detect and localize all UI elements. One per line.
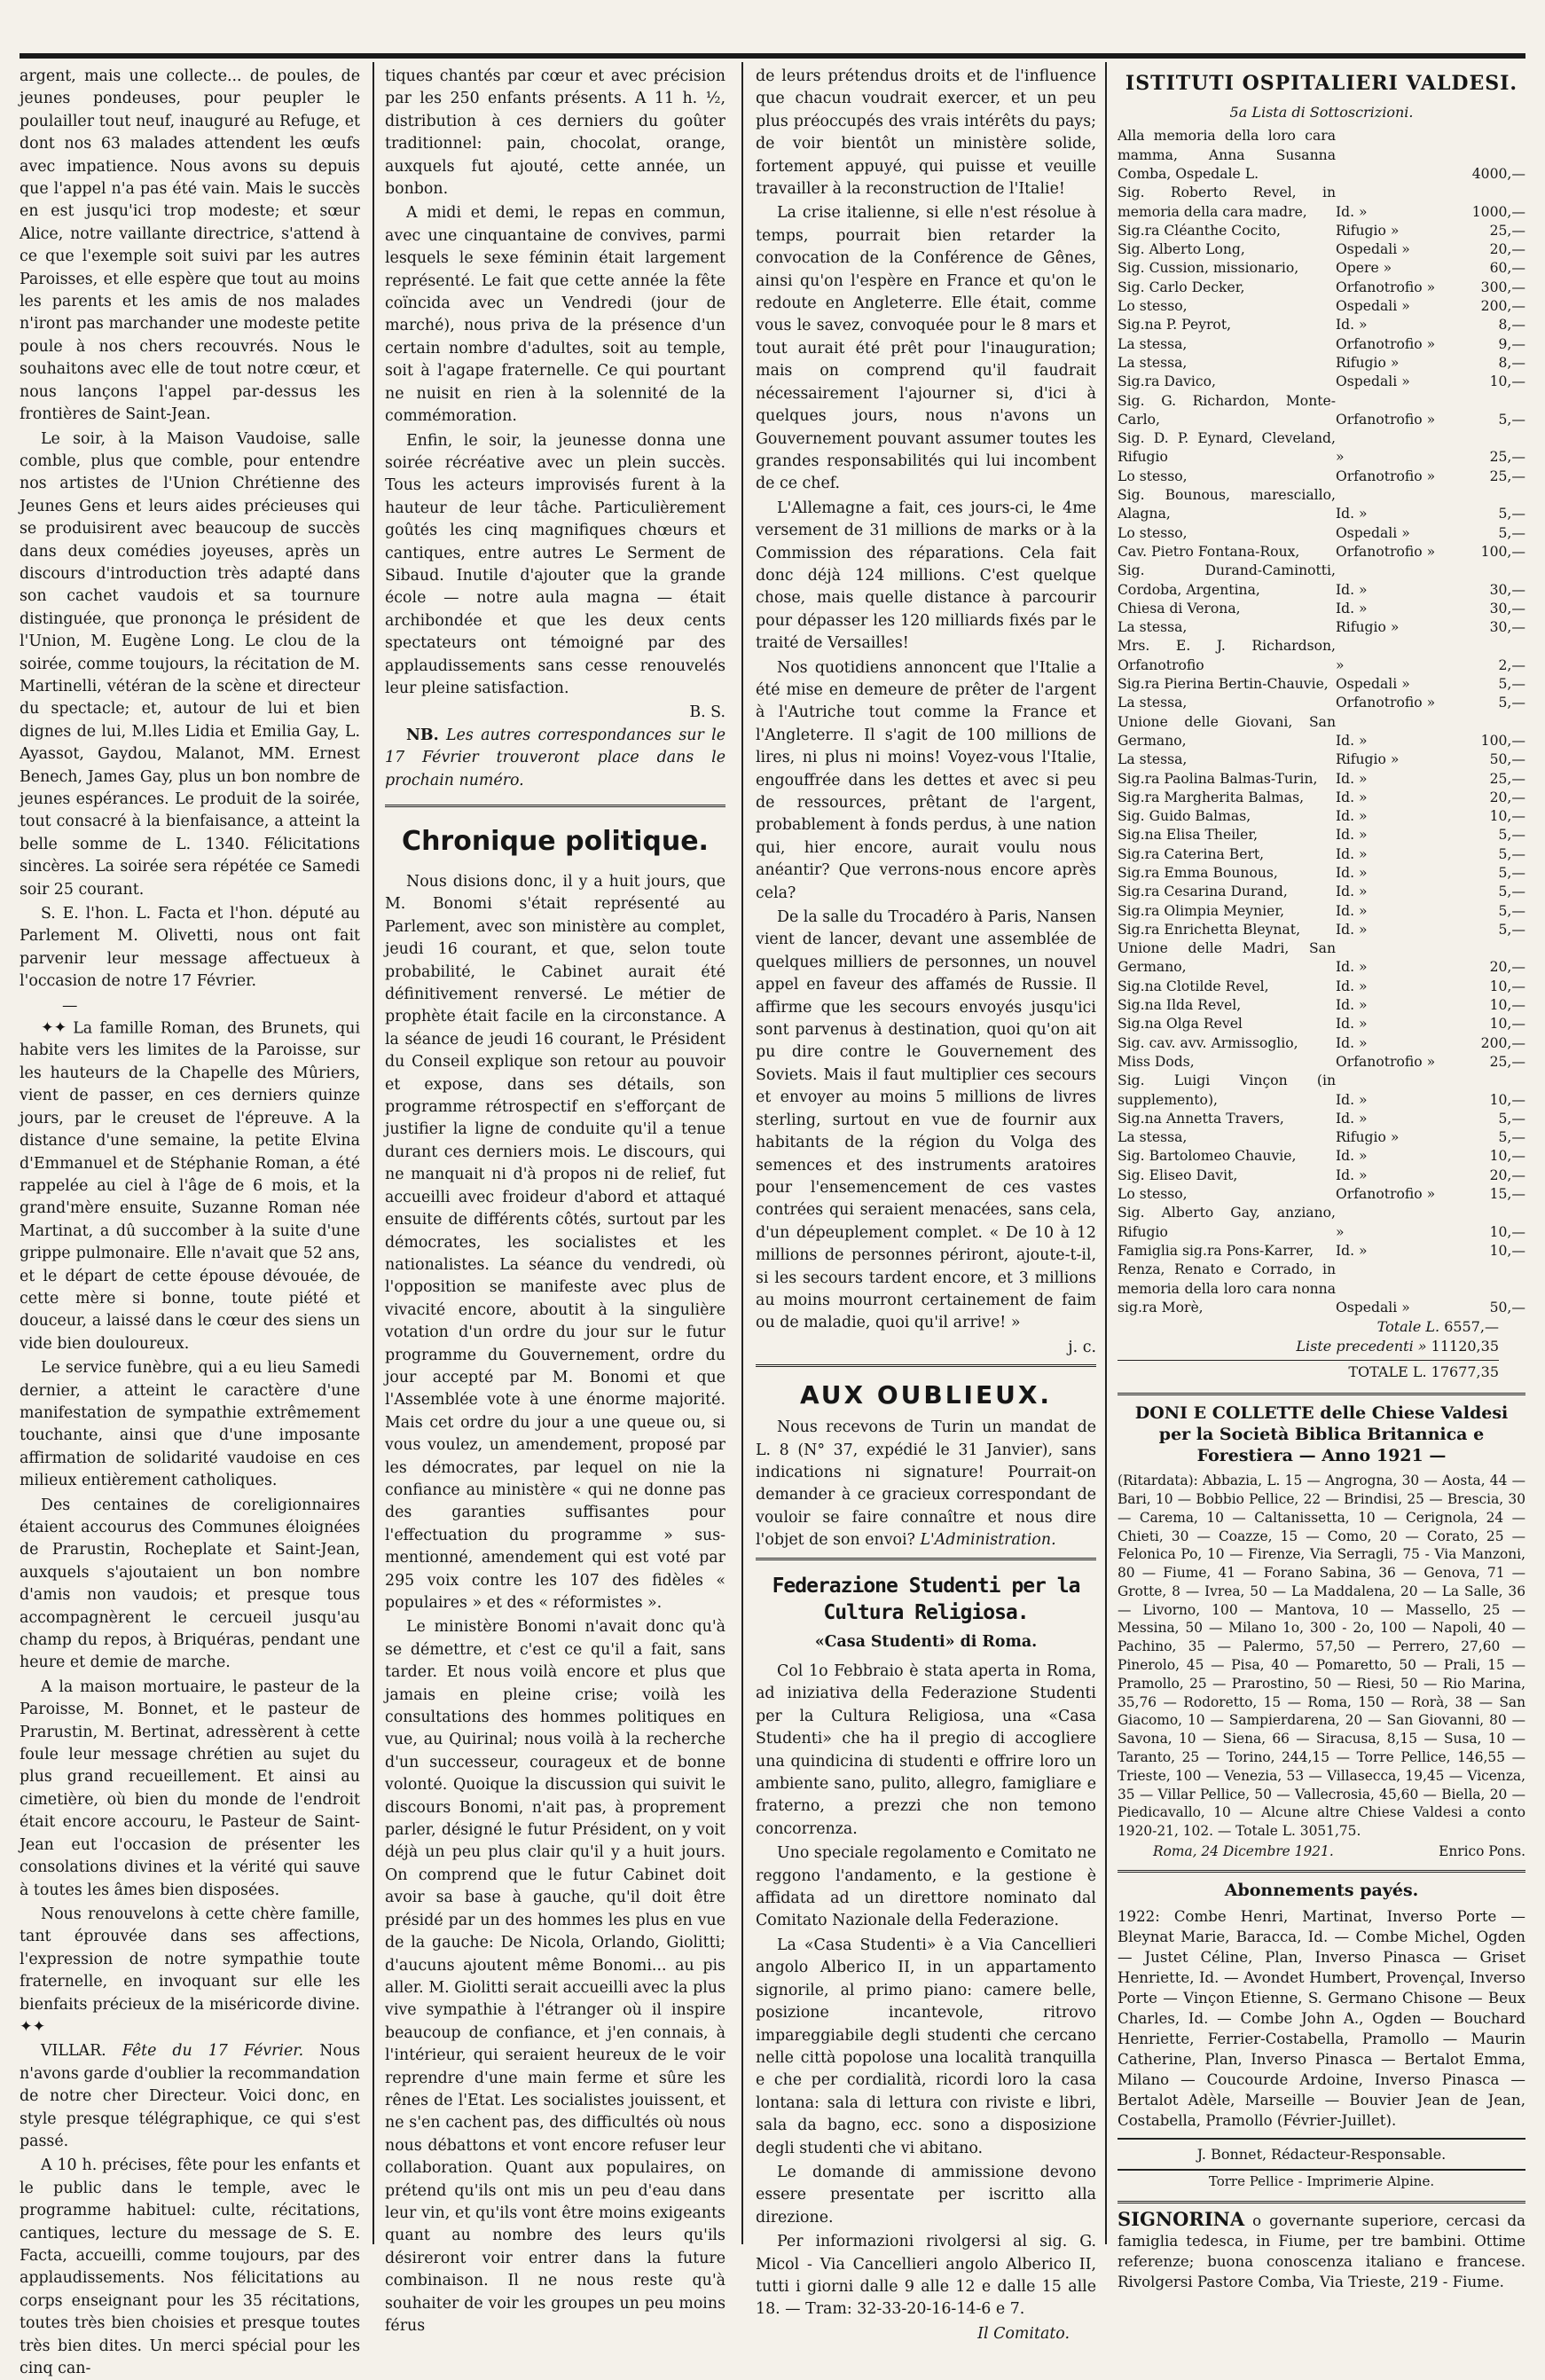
donation-row <box>1118 279 1525 297</box>
donation-amount: 30,— <box>1489 619 1525 636</box>
donor-name: Sig. Durand-Caminotti, Cordoba, Argentina, <box>1118 562 1336 598</box>
donation-row <box>1118 222 1525 240</box>
ornament-icon: ✦✦ <box>20 2017 46 2036</box>
paragraph <box>20 1904 360 2038</box>
donation-target: » <box>1336 449 1345 466</box>
donor-name: Sig. Alberto Gay, anziano, Rifugio <box>1118 1205 1336 1240</box>
paragraph <box>756 1417 1096 1551</box>
paragraph: L'Allemagne a fait, ces jours-ci, le 4me versement de 31 millions de marks or à la Commission des réparations. Cela fait donc déjà 124 millions. C'est quelque chose, mais quelle distance à parcourir pour dépasser les 120 milliards fixés par le traité de Versailles! <box>756 499 1096 653</box>
donation-amount: 20,— <box>1489 959 1525 976</box>
donation-amount: 4000,— <box>1471 166 1525 182</box>
signature: Enrico Pons. <box>1439 1843 1525 1860</box>
donor-name: Sig. Luigi Vinçon (in supplemento), <box>1118 1072 1336 1108</box>
donation-target: Id. » <box>1336 1148 1368 1165</box>
donation-row <box>1118 902 1525 921</box>
paragraph: de leurs prétendus droits et de l'influence que chacun voudrait exercer, et un peu plus préoccupés des vrais intérêts du pays; de voir bientôt un ministère solide, fortement appuyé, qui puisse et veuille travailler à la reconstruction de l'Italie! <box>756 67 1096 199</box>
donation-target: Id. » <box>1336 845 1368 862</box>
donation-row <box>1118 978 1525 996</box>
advert-body: o governante superiore, cercasi da famiglia tedesca, in Fiume, per tre bambini. Ottime referenze; buona conoscenza italiano e francese. Rivolgersi Pastore Comba, Via Trieste, 219 - Fiume. <box>1118 2211 1525 2290</box>
donation-amount: 100,— <box>1480 732 1525 749</box>
donation-target: Id. » <box>1336 789 1368 805</box>
donation-row <box>1118 297 1525 316</box>
donation-amount: 5,— <box>1498 845 1525 862</box>
advert-text <box>1118 2209 1525 2292</box>
donation-target: Id. » <box>1336 581 1368 598</box>
donation-row <box>1118 770 1525 789</box>
total-label: Totale L. <box>1376 1318 1440 1336</box>
donation-row <box>1118 789 1525 807</box>
advert-lead: SIGNORINA <box>1118 2207 1245 2230</box>
paragraph: La crise italienne, si elle n'est résolue à temps, pourrait bien retarder la convocation de la Conférence de Gênes, ainsi qu'on l'espère en France et qu'on le redoute en Angleterre. Elle était, comme vous le savez, convoquée pour le 8 mars et tout aurait été prêt pour l'inauguration; mais on comprend qu'il faudrait nécessairement l'ajourner si, d'ici à quelques jours, nous n'avons un Gouvernement pouvant assumer toutes les grandes responsabilités qui lui incombent de ce chef. <box>756 204 1096 493</box>
donation-target: Orfanotrofio » <box>1336 543 1436 560</box>
donor-name: Sig. Alberto Long, <box>1118 241 1245 258</box>
donation-row <box>1118 845 1525 864</box>
donation-row <box>1118 316 1525 334</box>
donation-amount: 25,— <box>1489 770 1525 787</box>
donation-row <box>1118 429 1525 467</box>
donation-amount: 8,— <box>1498 354 1525 371</box>
paragraph-text: Nous renouvelons à cette chère famille, tant éprouvée dans ses affections, l'expression de notre sympathie toute fraternelle, en invoquant sur elle les bienfaits précieux de la miséricorde divine. <box>20 1905 360 2014</box>
donation-amount: 20,— <box>1489 789 1525 805</box>
donation-amount: 10,— <box>1489 1242 1525 1259</box>
donor-name: Sig. D. P. Eynard, Cleveland, Rifugio <box>1118 430 1336 466</box>
donation-amount: 100,— <box>1480 543 1525 560</box>
donation-amount: 50,— <box>1489 1299 1525 1316</box>
donation-row <box>1118 354 1525 373</box>
donor-name: Lo stesso, <box>1118 467 1188 484</box>
donation-row <box>1118 883 1525 901</box>
donor-name: Sig. cav. avv. Armissoglio, <box>1118 1034 1298 1051</box>
signature: L'Administration. <box>920 1531 1056 1550</box>
donor-name: Sig. G. Richardon, Monte-Carlo, <box>1118 392 1336 428</box>
paragraph: Le ministère Bonomi n'avait donc qu'à se démettre, et c'est ce qu'il a fait, sans tarder. Et nous voilà encore et plus que jamais en pleine crise; voilà les consultations des hommes politiques en vue, au Quirinal; nous voilà à la recherche d'un successeur, courageux et de bonne volonté. Quoique la discussion qui suivit le discours Bonomi, n'ait pas, à proprement parler, désigné le futur Président, on y voit déjà un peu plus clair qu'il y a huit jours. On comprend que le futur Cabinet doit avoir sa base à gauche, qu'il doit être présidé par un des hommes les plus en vue de la gauche: De Nicola, Orlando, Giolitti; d'aucuns ajoutent même Bonomi... au pis aller. M. Giolitti serait accueilli avec la plus vive sympathie à l'étranger où il inspire beaucoup de confiance, et j'en connais, à l'intérieur, qui seraient heureux de le voir reprendre d'une main ferme et sûre les rênes de l'Etat. Les socialistes jouissent, et ne s'en cachent pas, des difficultés où nous nous débattons et vont encore refuser leur collaboration. Quant aux populaires, on prétend qu'ils ont mis un peu d'eau dans leur vin, et qu'ils vont être moins exigeants quant au nombre des leurs qu'ils désireront voir entrer dans la future combinaison. Il ne nous reste qu'à souhaiter de voir les groupes un peu moins férus <box>385 1618 725 2335</box>
donation-row <box>1118 600 1525 618</box>
donation-target: Id. » <box>1336 959 1368 976</box>
donation-amount: 10,— <box>1489 997 1525 1014</box>
donation-amount: 25,— <box>1489 222 1525 239</box>
signature: Il Comitato. <box>977 2324 1070 2343</box>
nb-note <box>385 725 725 792</box>
donation-target: Id. » <box>1336 317 1368 334</box>
donor-name: Sig.na Ilda Revel, <box>1118 997 1242 1014</box>
donation-row <box>1118 1166 1525 1185</box>
paragraph: Nos quotidiens annoncent que l'Italie a été mise en demeure de prêter de l'argent à l'Autriche tout comme la France et l'Angleterre. Il s'agit de 100 millions de lires, ni plus ni moins! Voyez-vous l'Italie, engouffrée dans les dettes et avec si peu de ressources, prêtant de l'argent, probablement à fonds perdus, à une nation qui, hier encore, aurait voulu nous anéantir? Que verrons-nous encore après cela? <box>756 658 1096 902</box>
donor-name: Renza, Renato e Corrado, in memoria della loro cara nonna sig.ra Morè, <box>1118 1261 1336 1316</box>
column-3 <box>756 66 1096 2343</box>
donor-name: Sig.na Olga Revel <box>1118 1016 1243 1033</box>
donation-row <box>1118 467 1525 486</box>
donation-row <box>1118 1204 1525 1242</box>
donation-target: Orfanotrofio » <box>1336 335 1436 352</box>
grand-total-line <box>1118 1360 1499 1382</box>
section-title: Abonnements payés. <box>1118 1870 1525 1901</box>
donation-amount: 25,— <box>1489 467 1525 484</box>
paragraph: Le soir, à la Maison Vaudoise, salle comble, plus que comble, pour entendre nos artistes de l'Union Chrétienne des Jeunes Gens et leurs aides précieuses qui se produisirent avec beaucoup de succès dans deux comédies joyeuses, après un discours d'introduction très adapté dans son cachet vaudois et sa tournure distinguée, que prononça le président de l'Union, M. Eugène Long. Le clou de la soirée, comme toujours, la récitation de M. Martinelli, vétéran de la scène et directeur du spectacle; et, autour de lui et bien dignes de lui, M.lles Lidia et Emilia Gay, L. Ayassot, Gaydou, Malanot, MM. Ernest Benech, James Gay, plus un bon nombre de jeunes espérances. Le produit de la soirée, tout consacré à la bienfaisance, a atteint la belle somme de L. 1340. Félicitations sincères. La soirée sera répétée ce Samedi soir 25 courant. <box>20 429 360 899</box>
donation-row <box>1118 996 1525 1015</box>
donation-row <box>1118 543 1525 562</box>
donor-name: Mrs. E. J. Richardson, Orfanotrofio <box>1118 638 1336 673</box>
top-rule <box>20 53 1525 59</box>
donation-amount: 15,— <box>1489 1186 1525 1203</box>
donor-name: Sig.ra Cléanthe Cocito, <box>1118 222 1281 239</box>
donation-target: Orfanotrofio » <box>1336 279 1436 295</box>
donation-amount: 20,— <box>1489 1166 1525 1183</box>
donor-name: Sig. Eliseo Davit, <box>1118 1166 1238 1183</box>
donation-target: Ospedali » <box>1336 524 1410 541</box>
donation-row <box>1118 335 1525 354</box>
paragraph: A la maison mortuaire, le pasteur de la Paroisse, M. Bonnet, et le pasteur de Prarustin, M. Bertinat, adressèrent à cette foule leur message chrétien au sujet du plus grand recueillement. Et ainsi au cimetière, où bien du monde de l'endroit était encore accouru, le Pasteur de Saint-Jean eut l'occasion de présenter les consolations divines et la vérité qui sauve à toutes les âmes bien disposées. <box>20 1677 360 1899</box>
donor-name: Sig.ra Pierina Bertin-Chauvie, <box>1118 676 1329 693</box>
donation-amount: 5,— <box>1498 411 1525 428</box>
paragraph: Le domande di ammissione devono essere presentate per iscritto alla direzione. <box>756 2163 1096 2227</box>
donation-row <box>1118 750 1525 769</box>
donation-target: Id. » <box>1336 864 1368 881</box>
donation-target: Opere » <box>1336 260 1392 277</box>
donation-amount: 30,— <box>1489 600 1525 617</box>
paragraph: tiques chantés par cœur et avec précision par les 250 enfants présents. A 11 h. ½, distribution à ces derniers du goûter traditionnel: pain, chocolat, orange, auxquels fut ajouté, cette année, un bonbon. <box>385 67 725 199</box>
donation-target: Id. » <box>1336 1242 1368 1259</box>
donation-row <box>1118 675 1525 694</box>
donation-amount: 5,— <box>1498 506 1525 522</box>
paragraph: Nous disions donc, il y a huit jours, que M. Bonomi s'était représenté au Parlement, avec son ministère au complet, jeudi 16 courant, et que, selon toute probabilité, le Cabinet aurait été définitivement renversé. Le métier de prophète était facile en la circonstance. A la séance de jeudi 16 courant, le Président du Conseil explique son retour au pouvoir et expose, dans ses détails, son programme rétrospectif en s'efforçant de justifier la ligne de conduite qu'il a tenue durant ces derniers mois. Le discours, qui ne manquait ni d'à propos ni de relief, fut accueilli avec froideur d'abord et attaqué ensuite de différents côtés, surtout par les démocrates, les socialistes et les nationalistes. La séance du vendredi, où l'opposition se manifeste avec plus de vivacité encore, aboutit à la singulière votation d'un ordre du jour sur le futur programme du Gouvernement, ordre du jour accepté par M. Bonomi et que l'Assemblée vote à une énorme majorité. Mais cet ordre du jour a une queue ou, si vous voulez, un amendement, proposé par les démocrates, par lequel on nie la confiance au ministère « qui ne donne pas des garanties suffisantes pour l'effectuation du programme » sus-mentionné, amendement qui est voté par 295 voix contre les 107 des fidèles « populaires » et des « réformistes ». <box>385 873 725 1612</box>
donation-row <box>1118 240 1525 259</box>
donation-row <box>1118 486 1525 524</box>
donation-amount: 25,— <box>1489 1053 1525 1070</box>
donation-row <box>1118 1185 1525 1204</box>
paragraph: (Ritardata): Abbazia, L. 15 — Angrogna, 30 — Aosta, 44 — Bari, 10 — Bobbio Pellice, 22 — Brindisi, 25 — Brescia, 30 — Carema, 10 — Caltanissetta, 10 — Cerignola, 24 — Chieti, 30 — Coazze, 15 — Como, 20 — Corato, 25 — Felonica Po, 10 — Firenze, Via Serragli, 75 - Via Manzoni, 80 — Fiume, 41 — Forano Sabina, 36 — Genova, 71 — Grotte, 8 — Ivrea, 50 — La Maddalena, 20 — La Salle, 36 — Livorno, 100 — Mantova, 10 — Massello, 25 — Messina, 50 — Milano 1o, 300 - 2o, 100 — Napoli, 40 — Pachino, 35 — Palermo, 57,50 — Perrero, 27,60 — Pinerolo, 45 — Pisa, 40 — Pomaretto, 50 — Prali, 15 — Pramollo, 25 — Prarostino, 50 — Riesi, 50 — Rio Marina, 35,76 — Rodoretto, 15 — Roma, 150 — Rorà, 38 — San Giacomo, 10 — Sampierdarena, 20 — San Giovanni, 80 — Savona, 10 — Siena, 66 — Siracusa, 8,15 — Susa, 10 — Taranto, 25 — Torino, 244,15 — Torre Pellice, 146,55 — Trieste, 100 — Venezia, 53 — Villasecca, 19,45 — Vicenza, 35 — Villar Pellice, 50 — Vallecrosia, 45,60 — Biella, 20 — Piedicavallo, 10 — Alcune altre Chiese Valdesi a conto 1920-21, 102. — Totale L. 3051,75. <box>1118 1473 1525 1840</box>
donor-name: Chiesa di Verona, <box>1118 600 1241 617</box>
donation-target: Id. » <box>1336 1091 1368 1108</box>
donor-name: Sig. Roberto Revel, in memoria della cara madre, <box>1118 185 1336 220</box>
donor-name: Sig. Cussion, missionario, <box>1118 260 1299 277</box>
donor-name: Cav. Pietro Fontana-Roux, <box>1118 543 1300 560</box>
donation-row <box>1118 1072 1525 1110</box>
donation-amount: 8,— <box>1498 317 1525 334</box>
donation-amount: 200,— <box>1480 298 1525 315</box>
sub-title: «Casa Studenti» di Roma. <box>814 1632 1038 1651</box>
donation-target: Id. » <box>1336 1034 1368 1051</box>
paragraph: Des centaines de coreligionnaires étaient accourus des Communes éloignées de Prarustin, Rocheplate et Saint-Jean, auxquels s'ajoutaient un bon nombre d'amis non vaudois; et presque tous accompagnèrent le cercueil jusqu'au champ du repos, à Briquéras, pendant une heure et demie de marche. <box>20 1496 360 1672</box>
donation-amount: 5,— <box>1498 1129 1525 1146</box>
date-signature-line <box>1118 1842 1525 1861</box>
donation-target: Ospedali » <box>1336 1299 1410 1316</box>
donation-target: Id. » <box>1336 770 1368 787</box>
donation-target: Id. » <box>1336 1166 1368 1183</box>
donation-target: Rifugio » <box>1336 354 1400 371</box>
donation-row <box>1118 1128 1525 1147</box>
donation-target: Ospedali » <box>1336 241 1410 258</box>
donation-amount: 5,— <box>1498 1110 1525 1127</box>
paragraph-text: Nous recevons de Turin un mandat de L. 8 (N° 37, expédié le 31 Janvier), sans indications ni signature! Pourrait-on demander à ce gracieux correspondant de vouloir se faire connaître et nous dire l'objet de son envoi? <box>756 1418 1096 1550</box>
donations-table <box>1118 127 1525 1317</box>
donation-amount: 2,— <box>1498 656 1525 673</box>
donation-row <box>1118 826 1525 844</box>
donation-row <box>1118 1015 1525 1033</box>
place-heading: VILLAR. <box>41 2042 106 2061</box>
donation-amount: 10,— <box>1489 1016 1525 1033</box>
donation-row <box>1118 864 1525 883</box>
section-title: DONI E COLLETTE delle Chiese Valdesi per la Società Biblica Britannica e Forestiera — Anno 1921 — <box>1118 1393 1525 1466</box>
donation-amount: 300,— <box>1480 279 1525 295</box>
donor-name: Sig.na Elisa Theiler, <box>1118 827 1259 844</box>
donation-amount: 5,— <box>1498 864 1525 881</box>
donation-amount: 10,— <box>1489 808 1525 825</box>
nb-label: NB. <box>406 726 439 744</box>
donation-target: » <box>1336 656 1345 673</box>
donation-target: Orfanotrofio » <box>1336 467 1436 484</box>
ornament-icon: —✦✦ <box>41 996 78 1038</box>
donor-name: Sig.ra Emma Bounous, <box>1118 864 1278 881</box>
donor-name: Sig.na Clotilde Revel, <box>1118 978 1269 994</box>
donation-row <box>1118 921 1525 939</box>
advert <box>1118 2201 1525 2292</box>
donor-name: Sig.ra Davico, <box>1118 373 1216 390</box>
donation-target: Orfanotrofio » <box>1336 1053 1436 1070</box>
donation-target: Ospedali » <box>1336 298 1410 315</box>
donation-target <box>1336 127 1440 184</box>
donation-row <box>1118 713 1525 751</box>
donation-amount: 5,— <box>1498 827 1525 844</box>
donation-amount: 20,— <box>1489 241 1525 258</box>
donation-row <box>1118 562 1525 600</box>
donation-target: Orfanotrofio » <box>1336 411 1436 428</box>
donation-amount: 5,— <box>1498 524 1525 541</box>
donation-row <box>1118 939 1525 978</box>
paragraph: La «Casa Studenti» è a Via Cancellieri angolo Alberico II, in un appartamento signorile, al primo piano: camere belle, posizione incantevole, ritrovo impareggiabile degli studenti che cercano nelle città popolose una località tranquilla e che per cordialità, ricordi loro la casa lontana: sala di lettura con riviste e libri, sala da bagno, ecc. sono a disposizione degli studenti che vi abitano. <box>756 1936 1096 2157</box>
donor-name: La stessa, <box>1118 695 1188 711</box>
donation-target: Id. » <box>1336 808 1368 825</box>
donor-name: La stessa, <box>1118 619 1188 636</box>
paragraph: Uno speciale regolamento e Comitato ne reggono l'andamento, e la gestione è affidata ad un direttore nominato dal Comitato Nazionale della Federazione. <box>756 1844 1096 1930</box>
donation-target: Rifugio » <box>1336 1129 1400 1146</box>
grand-total-value: 17677,35 <box>1431 1363 1499 1381</box>
donations-body <box>1118 127 1525 1317</box>
signature: B. S. <box>689 703 725 722</box>
donor-name: Sig.ra Cesarina Durand, <box>1118 884 1288 900</box>
donor-name: Miss Dods, <box>1118 1053 1195 1070</box>
sub-title: 5a Lista di Sottoscrizioni. <box>1229 104 1414 121</box>
donation-target: Id. » <box>1336 902 1368 919</box>
donation-target: Id. » <box>1336 203 1368 220</box>
donation-row <box>1118 807 1525 826</box>
paragraph: Enfin, le soir, la jeunesse donna une soirée récréative avec un plein succès. Tous les acteurs improvisés furent à la hauteur de leur tâche. Particulièrement goûtés les cinq magnifiques chœurs et cantiques, entre autres Le Serment de Sibaud. Inutile d'ajouter que la grande école — notre aula magna — était archibondée et que les deux cents spectateurs ont témoigné par des applaudissements sans cesse renouvelés leur pleine satisfaction. <box>385 431 725 697</box>
date: Roma, 24 Dicembre 1921. <box>1153 1843 1334 1860</box>
donation-target: Id. » <box>1336 978 1368 994</box>
paragraph: 1922: Combe Henri, Martinat, Inverso Porte — Bleynat Marie, Baracca, Id. — Combe Michel, Ogden — Justet Céline, Plan, Inverso Pinasca — Griset Henriette, Id. — Avondet Humbert, Provençal, Inverso Porte — Vinçon Etienne, S. Germano Chisone — Beux Charles, Id. — Combe John A., Ogden — Bouchard Henriette, Ferrier-Costabella, Pramollo — Maurin Catherine, Plan, Inverso Pinasca — Bertalot Emma, Milano — Coucourde Ardoine, Inverso Pinasca — Bertalot Adèle, Marseille — Bouvier Jean de Jean, Costabella, Pramollo (Février-Juillet). <box>1118 1907 1525 2129</box>
paragraph: S. E. l'hon. L. Facta et l'hon. député au Parlement M. Olivetti, nous ont fait parvenir leur message affectueux à l'occasion de notre 17 Février. <box>20 905 360 991</box>
donation-target: Rifugio » <box>1336 751 1400 768</box>
donation-amount: 10,— <box>1489 1148 1525 1165</box>
donation-target: Id. » <box>1336 997 1368 1014</box>
donation-row <box>1118 127 1525 184</box>
donation-row <box>1118 618 1525 637</box>
donation-target: Id. » <box>1336 506 1368 522</box>
donation-amount: 60,— <box>1489 260 1525 277</box>
donation-target: Orfanotrofio » <box>1336 1186 1436 1203</box>
donor-name: Sig. Guido Balmas, <box>1118 808 1251 825</box>
column-4 <box>1118 66 1525 2290</box>
donor-name: Unione delle Madri, San Germano, <box>1118 940 1336 976</box>
donation-target: Id. » <box>1336 921 1368 938</box>
printer-line: Torre Pellice - Imprimerie Alpine. <box>1208 2173 1435 2190</box>
donation-row <box>1118 184 1525 222</box>
donation-target: Ospedali » <box>1336 676 1410 693</box>
donation-row <box>1118 1147 1525 1166</box>
donation-target: » <box>1336 1223 1345 1240</box>
donation-row <box>1118 1034 1525 1053</box>
donor-name: Famiglia sig.ra Pons-Karrer, <box>1118 1242 1314 1259</box>
donor-name: Lo stesso, <box>1118 1186 1188 1203</box>
donor-name: La stessa, <box>1118 335 1188 352</box>
paragraph: Le service funèbre, qui a eu lieu Samedi dernier, a atteint le caractère d'une manifestation de sympathie extrêmement touchante, ainsi que d'une imposante affirmation de solidarité vaudoise en ces milieux entièrement catholiques. <box>20 1359 360 1490</box>
donation-amount: 10,— <box>1489 978 1525 994</box>
donation-row <box>1118 524 1525 543</box>
donation-amount: 200,— <box>1480 1034 1525 1051</box>
donation-target: Id. » <box>1336 1110 1368 1127</box>
column-divider <box>1105 62 1107 2244</box>
previous-line <box>1118 1337 1499 1356</box>
villar-paragraph <box>20 2040 360 2153</box>
donation-row <box>1118 1261 1525 1317</box>
donor-name: Sig.ra Margherita Balmas, <box>1118 789 1305 805</box>
paragraph-roman-family <box>20 995 360 1356</box>
donation-row <box>1118 694 1525 712</box>
column-2 <box>385 66 725 2335</box>
donation-amount: 5,— <box>1498 695 1525 711</box>
donor-name: Lo stesso, <box>1118 298 1188 315</box>
sub-heading: Fête du 17 Février. <box>122 2042 304 2061</box>
paragraph-text: La famille Roman, des Brunets, qui habite vers les limites de la Paroisse, sur les hauteurs de la Chapelle des Mûriers, vient de passer, en ces derniers quinze jours, par le creuset de l'épreuve. A la distance d'une semaine, la petite Elvina d'Emmanuel et de Stéphanie Roman, a été rappelée au ciel à l'âge de 6 mois, et la grand'mère ensuite, Suzanne Roman née Martinat, a dû succomber à la suite d'une grippe pulmonaire. Elle n'avait que 52 ans, et le départ de cette épouse dévouée, de cette mère si bonne, toute piété et douceur, a laissé dans le cœur des siens un vide bien douloureux. <box>20 1019 360 1353</box>
section-title: Federazione Studenti per la Cultura Religiosa. <box>756 1558 1096 1626</box>
donor-name: Sig.ra Enrichetta Bleynat, <box>1118 921 1301 938</box>
donation-amount: 25,— <box>1489 449 1525 466</box>
donation-row <box>1118 637 1525 675</box>
donor-name: Sig.ra Olimpia Meynier, <box>1118 902 1285 919</box>
previous-label: Liste precedenti » <box>1296 1338 1427 1355</box>
paragraph: A 10 h. précises, fête pour les enfants et le public dans le temple, avec le programme habituel: culte, récitations, cantiques, lecture du message de S. E. Facta, accueilli, comme toujours, par des applaudissements. Nos félicitations au corps enseignant pour les 35 récitations, toutes très bien choisies et presque toutes très bien dites. Un merci spécial pour les cinq can- <box>20 2156 360 2378</box>
donor-name: Unione delle Giovani, San Germano, <box>1118 713 1336 749</box>
donation-target: Id. » <box>1336 827 1368 844</box>
donation-amount: 30,— <box>1489 581 1525 598</box>
donation-amount: 10,— <box>1489 373 1525 390</box>
donation-amount: 10,— <box>1489 1223 1525 1240</box>
donation-amount: 5,— <box>1498 884 1525 900</box>
donation-target: Id. » <box>1336 884 1368 900</box>
donor-name: Alla memoria della loro cara mamma, Anna Susanna Comba, Ospedale L. <box>1118 128 1336 182</box>
column-divider <box>373 62 374 2244</box>
previous-value: 11120,35 <box>1431 1338 1499 1355</box>
column-1 <box>20 66 360 2378</box>
donor-name: La stessa, <box>1118 1129 1188 1146</box>
donation-target: Rifugio » <box>1336 222 1400 239</box>
donation-amount: 5,— <box>1498 902 1525 919</box>
grand-total-label: TOTALE L. <box>1348 1363 1427 1381</box>
donation-target: Id. » <box>1336 1016 1368 1033</box>
editor-line: J. Bonnet, Rédacteur-Responsable. <box>1118 2138 1525 2171</box>
paragraph: A midi et demi, le repas en commun, avec une cinquantaine de convives, parmi lesquels le sexe féminin était largement représenté. Le fait que cette année la fête coïncida avec un Vendredi (jour de marché), nous priva de la présence d'un certain nombre d'adultes, soit au temple, soit à l'agape fraternelle. Ce qui pourtant ne nuisit en rien à la solennité de la commémoration. <box>385 204 725 426</box>
donation-row <box>1118 1053 1525 1072</box>
donor-name: Lo stesso, <box>1118 524 1188 541</box>
donor-name: Sig.na P. Peyrot, <box>1118 317 1232 334</box>
donor-name: Sig.ra Caterina Bert, <box>1118 845 1265 862</box>
donor-name: La stessa, <box>1118 751 1188 768</box>
paragraph: De la salle du Trocadéro à Paris, Nansen vient de lancer, devant une assemblée de quelques milliers de personnes, un nouvel appel en faveur des affamés de Russie. Il affirme que les secours envoyés jusqu'ici sont parvenus à destination, quoi qu'on ait pu dire contre le Gouvernement des Soviets. Mais il faut multiplier ces secours et envoyer au moins 5 millions de livres sterling, surtout en vue de fournir aux habitants de la région du Volga des semences et des instruments aratoires pour l'ensemencement de ces vastes contrées qui seraient menacées, sans cela, d'un dépeuplement complet. « De 10 à 12 millions de personnes périront, ajoute-t-il, si les secours tardent encore, et 3 millions au moins mourront certainement de faim ou de maladie, quoi qu'il arrive! » <box>756 908 1096 1332</box>
donation-row <box>1118 392 1525 430</box>
donation-target: Rifugio » <box>1336 619 1400 636</box>
donation-amount: 9,— <box>1498 335 1525 352</box>
total-value: 6557,— <box>1444 1318 1499 1336</box>
nb-text: Les autres correspondances sur le 17 Février trouveront place dans le prochain numéro. <box>385 726 725 789</box>
donor-name: Sig. Bounous, maresciallo, Alagna, <box>1118 487 1336 522</box>
donor-name: Sig.ra Paolina Balmas-Turin, <box>1118 770 1318 787</box>
donor-name: Sig. Carlo Decker, <box>1118 279 1245 295</box>
donation-target: Id. » <box>1336 732 1368 749</box>
donation-amount: 5,— <box>1498 676 1525 693</box>
section-title: ISTITUTI OSPITALIERI VALDESI. <box>1125 72 1518 95</box>
paragraph: Per informazioni rivolgersi al sig. G. Micol - Via Cancellieri angolo Alberico II, tutti i giorni dalle 9 alle 12 e dalle 15 alle 18. — Tram: 32-33-20-16-14-6 e 7. <box>756 2233 1096 2319</box>
section-title: AUX OUBLIEUX. <box>756 1364 1096 1411</box>
paragraph: argent, mais une collecte... de poules, de jeunes pondeuses, pour peupler le poulailler tout neuf, inauguré au Refuge, et dont nos 63 malades attendent les œufs avec impatience. Nous avons su depuis que l'appel n'a pas été vain. Mais le succès en est jusqu'ici trop modeste; et sœur Alice, notre vaillante directrice, s'attend à ce que l'exemple soit suivi par les autres Paroisses, et elle espère que tout au moins les parents et les amis de nos malades n'iront pas marchander une modeste petite poule à nos chers recouvrés. Nous le souhaitons avec elle de tout notre cœur, et nous lançons l'appel par-dessus les frontières de Saint-Jean. <box>20 67 360 424</box>
signature: j. c. <box>1068 1338 1096 1356</box>
donation-amount: 5,— <box>1498 921 1525 938</box>
column-divider <box>741 62 743 2244</box>
total-line <box>1118 1317 1499 1337</box>
donation-amount: 10,— <box>1489 1091 1525 1108</box>
donation-amount: 1000,— <box>1471 203 1525 220</box>
donation-row <box>1118 373 1525 391</box>
paragraph: Col 1o Febbraio è stata aperta in Roma, ad iniziativa della Federazione Studenti per la Cultura Religiosa, una «Casa Studenti» che ha il pregio di accogliere una quindicina di studenti e offrire loro un ambiente sano, pulito, allegro, famigliare e fraterno, a prezzi che non temono concorrenza. <box>756 1662 1096 1838</box>
donation-row <box>1118 259 1525 278</box>
donation-amount: 50,— <box>1489 751 1525 768</box>
donation-target: Id. » <box>1336 600 1368 617</box>
donor-name: Sig. Bartolomeo Chauvie, <box>1118 1148 1297 1165</box>
paragraph-text: Nous n'avons garde d'oublier la recommandation de notre cher Directeur. Voici donc, en style presque télégraphique, ce qui s'est passé. <box>20 2042 360 2150</box>
donor-name: La stessa, <box>1118 354 1188 371</box>
donation-row <box>1118 1110 1525 1128</box>
section-title: Chronique politique. <box>385 805 725 859</box>
donation-row <box>1118 1242 1525 1261</box>
donation-target: Ospedali » <box>1336 373 1410 390</box>
donation-target: Orfanotrofio » <box>1336 695 1436 711</box>
donor-name: Sig.na Annetta Travers, <box>1118 1110 1284 1127</box>
